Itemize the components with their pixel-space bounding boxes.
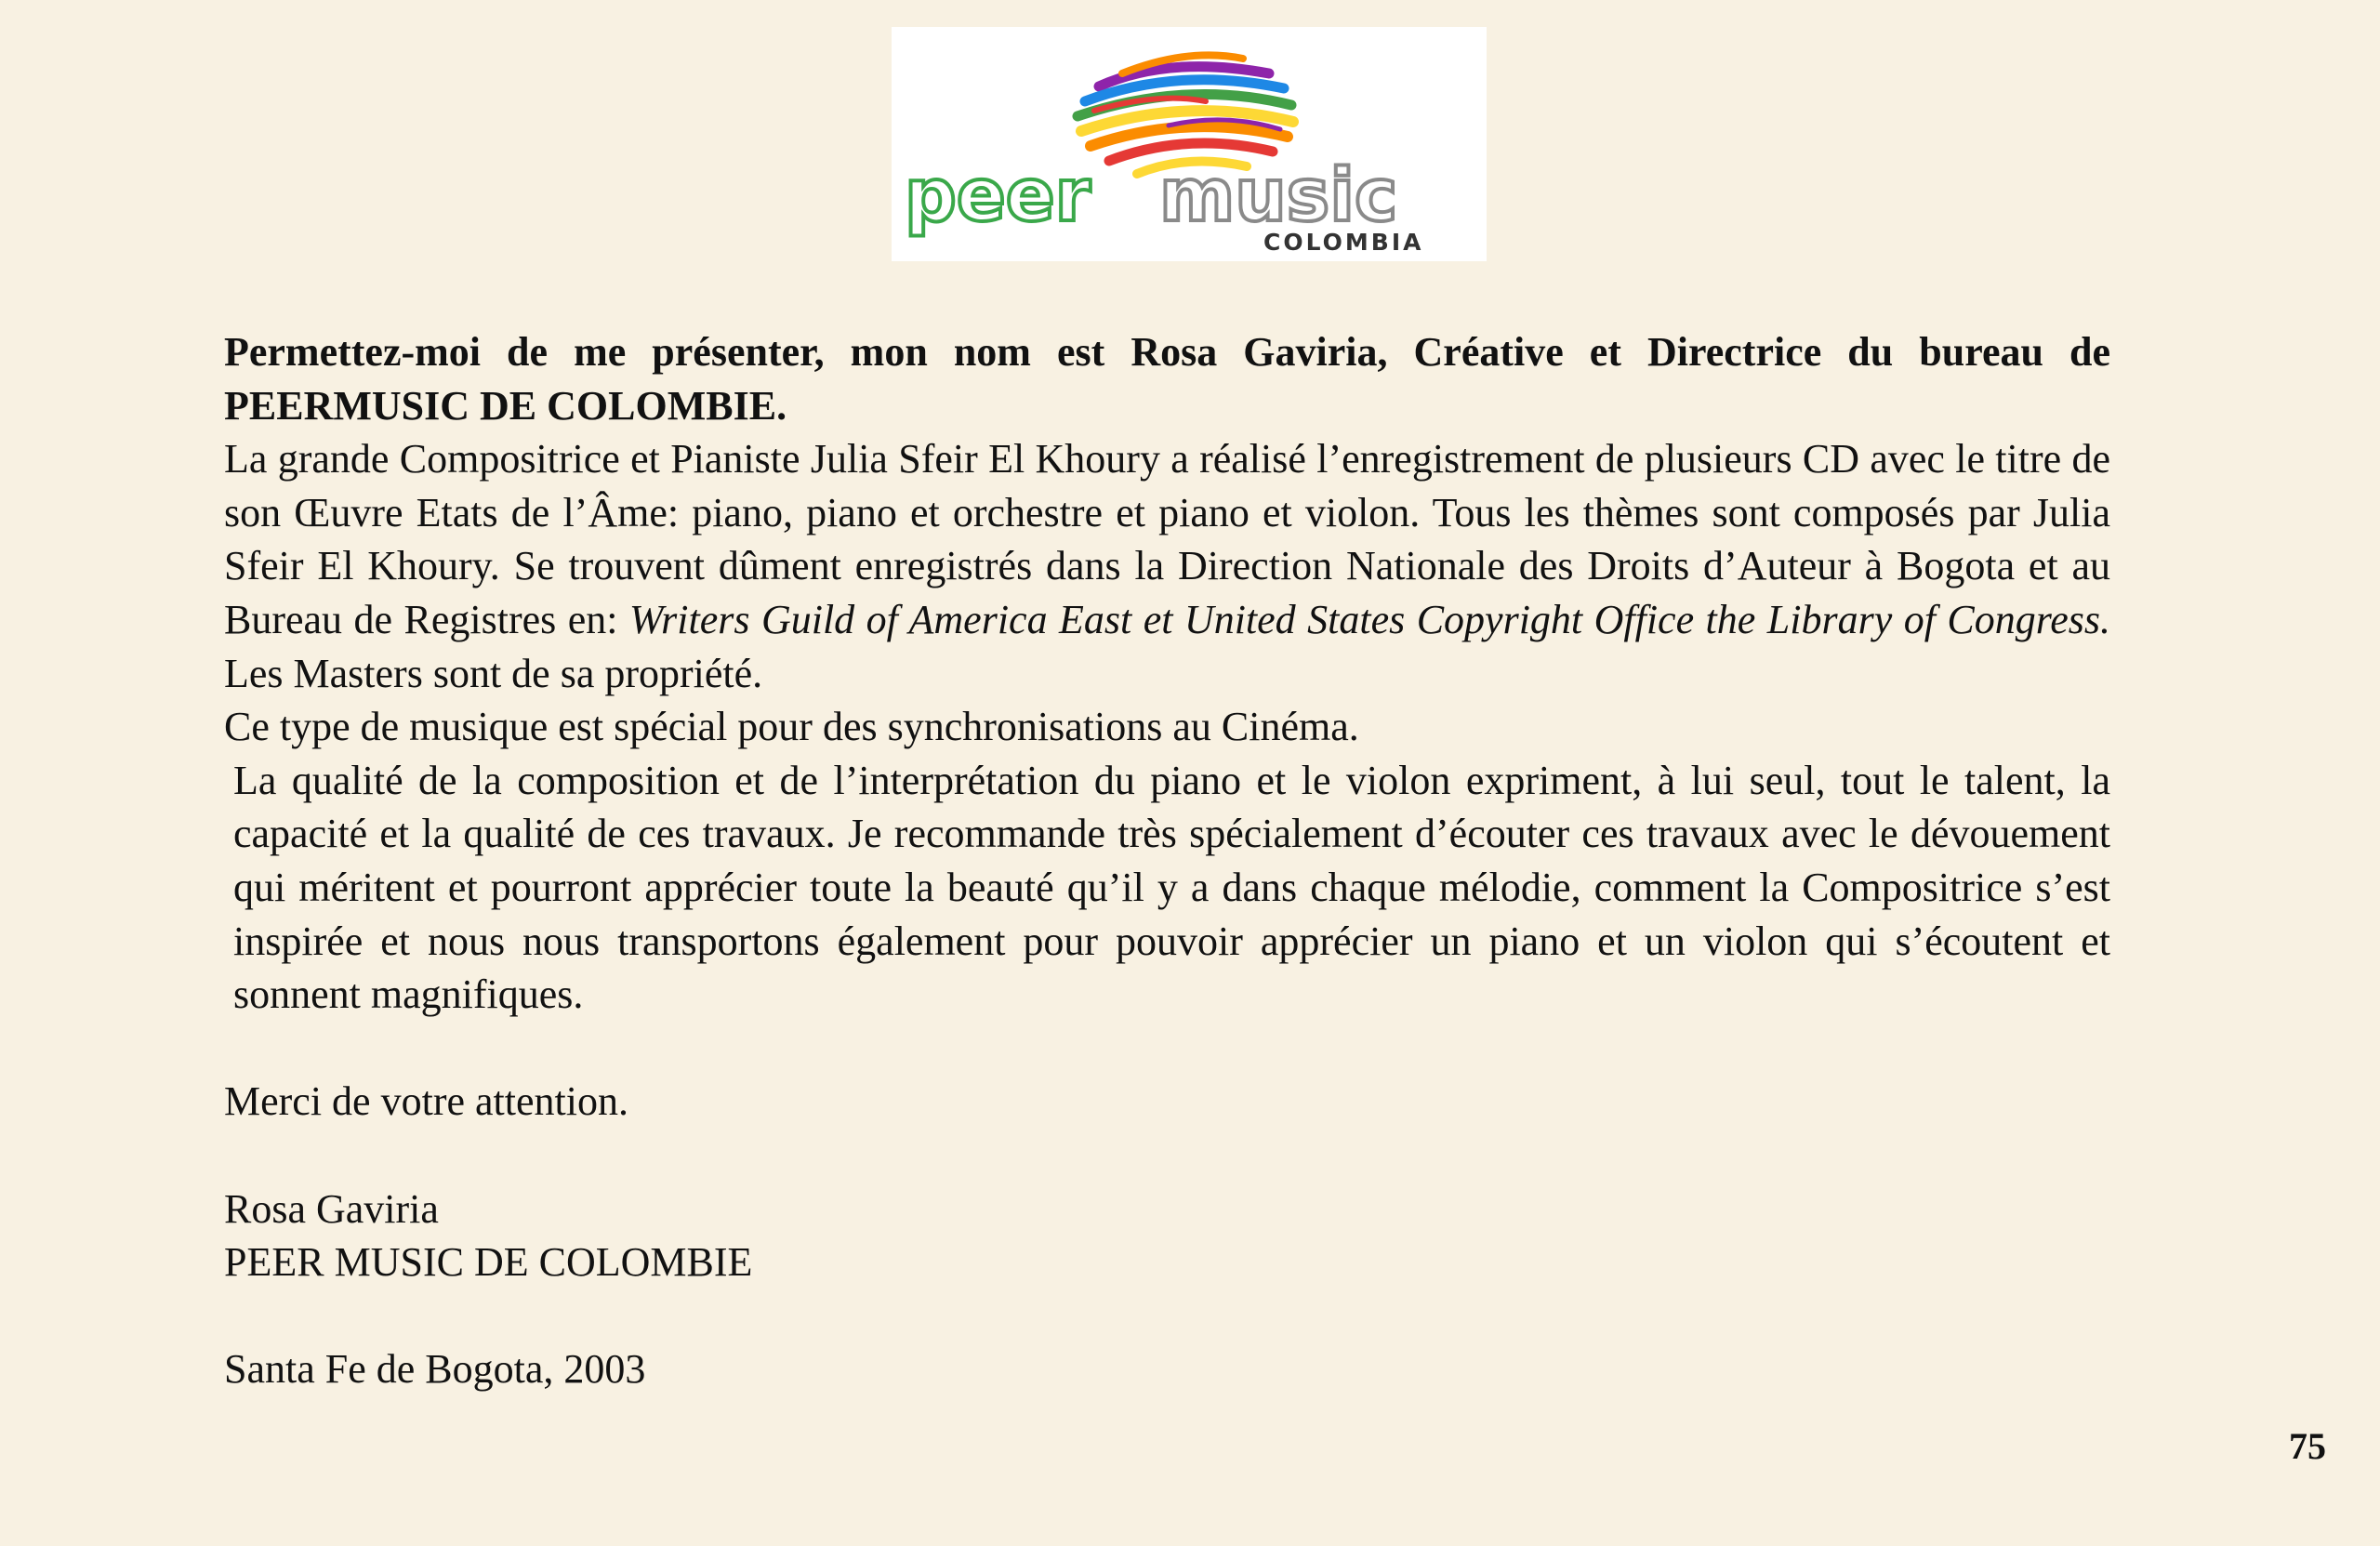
spacer [224, 1289, 2110, 1343]
logo-music-text: music [1159, 154, 1398, 238]
paragraph-registration [224, 432, 2110, 700]
place-date: Santa Fe de Bogota, 2003 [224, 1346, 646, 1393]
signature-organization: PEER MUSIC DE COLOMBIE [224, 1239, 753, 1286]
logo-country-text: COLOMBIA [1263, 229, 1424, 256]
closing-line: Merci de votre attention. [224, 1078, 628, 1125]
registries-italic: Writers Guild of America East et United States Copyright Office the Library of Congress. [628, 596, 2110, 642]
logo-graphic [892, 27, 1487, 261]
letter-body [224, 325, 2110, 1396]
paragraph-recommendation: La qualité de la composition et de l’interprétation du piano et le violon expriment, à lui seul, tout le talent, la capacité et la qualité de ces travaux. Je recommande très spécialement d’écouter ces travaux avec le dévouement qui méritent et pourront apprécier toute la beauté qu’il y a dans chaque mélodie, comment la Compositrice s’est inspirée et nous nous transportons également pour pouvoir apprécier un piano et un violon qui s’écoutent et sonnent magnifiques. [233, 757, 2110, 1018]
spacer [224, 1022, 2110, 1076]
peermusic-colombia-logo [892, 27, 1487, 261]
spacer [224, 1129, 2110, 1183]
logo-peer-text: peer [905, 154, 1091, 238]
page-number: 75 [2289, 1425, 2326, 1467]
signature-name: Rosa Gaviria [224, 1185, 439, 1232]
intro-paragraph: Permettez-moi de me présenter, mon nom est Rosa Gaviria, Créative et Directrice du bureau de PEERMUSIC DE COLOMBIE. [224, 329, 2110, 429]
paragraph-registration-start: La grande Compositrice et Pianiste Julia Sfeir El Khoury a réalisé l’enregistrement de plusieurs CD avec le titre de son Œuvre Etats de l’Âme: piano, piano et orchestre et piano et violon. Tous les thèmes sont composés par Julia Sfeir El Khoury. Se trouvent dûment enregistrés dans la Direction Nationale des Droits d’Auteur à Bogota et au Bureau de Registres en: [224, 436, 2110, 642]
paragraph-registration-end: Les Masters sont de sa propriété. [224, 650, 763, 696]
paragraph-cinema: Ce type de musique est spécial pour des synchronisations au Cinéma. [224, 704, 1359, 750]
